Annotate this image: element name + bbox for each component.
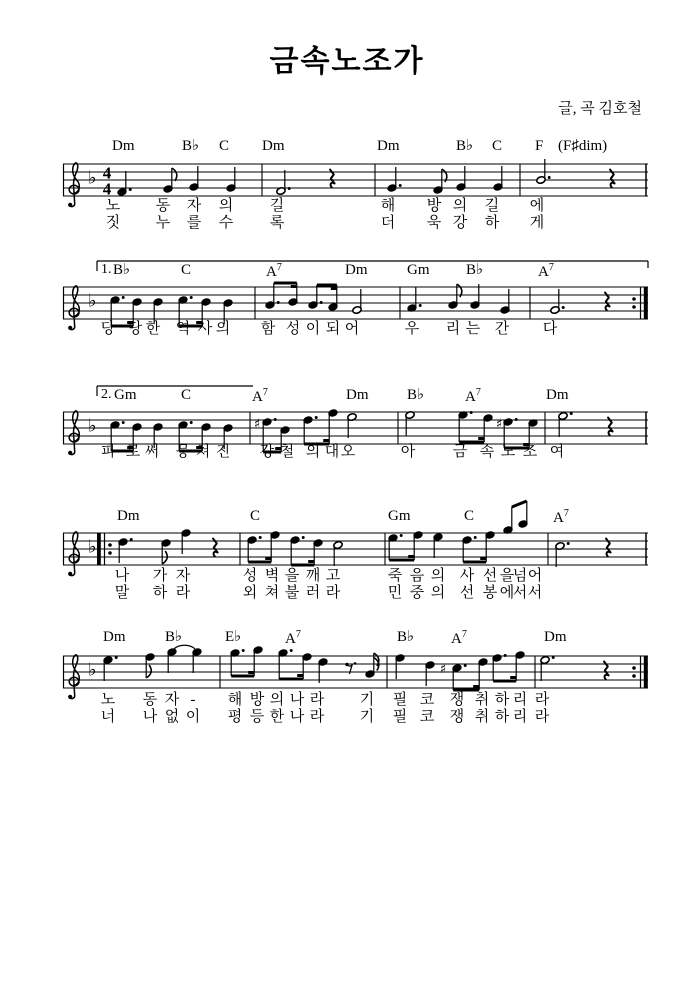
lyric-syllable: 방 <box>249 692 265 708</box>
chord-label: C <box>181 262 192 278</box>
chord-label: Dm <box>117 508 140 524</box>
chord-label: Dm <box>112 138 135 154</box>
chord-label: B♭ <box>397 629 415 645</box>
lyric-syllable: 가 <box>152 568 168 584</box>
lyric-syllable: 쳐 <box>195 444 211 460</box>
time-signature-bottom: 4 <box>102 179 112 199</box>
key-signature-flat-icon: ♭ <box>88 536 97 558</box>
lyric-syllable: 해 <box>380 198 396 214</box>
chord-label: $A^7$ <box>285 629 301 647</box>
page-title: 금속노조가 <box>269 45 425 78</box>
lyric-syllable: 코 <box>419 709 435 725</box>
chord-label: B♭ <box>113 262 131 278</box>
lyric-syllable: 평 <box>227 709 243 725</box>
lyric-syllable: 속 <box>479 444 495 460</box>
lyric-syllable: 는 <box>465 321 481 337</box>
chord-label: $A^7$ <box>465 387 481 405</box>
lyric-syllable: 의 <box>452 198 468 214</box>
lyric-syllable: 어 <box>344 321 360 337</box>
lyric-syllable: 라 <box>309 692 325 708</box>
chord-label: B♭ <box>182 138 200 154</box>
lyric-syllable: 간 <box>494 321 510 337</box>
chord-label: C <box>464 508 475 524</box>
lyric-syllable: 코 <box>419 692 435 708</box>
lyric-syllable: 성 <box>285 321 301 337</box>
lyric-syllable: 의 <box>430 585 446 601</box>
lyric-syllable: 쟁 <box>449 709 465 725</box>
lyric-syllable: 길 <box>269 198 285 214</box>
lyric-syllable: 쟁 <box>449 692 465 708</box>
lyric-syllable: 한 <box>269 709 285 725</box>
lyric-syllable: 없 <box>164 709 180 725</box>
lyric-syllable: 하 <box>494 692 510 708</box>
volta-label: 1. <box>101 262 112 277</box>
chord-label: $A^7$ <box>451 629 467 647</box>
lyric-syllable: 중 <box>409 585 425 601</box>
chord-label: Dm <box>346 387 369 403</box>
chord-label: Dm <box>377 138 400 154</box>
lyric-syllable: 강 <box>259 444 275 460</box>
lyric-syllable: 러 <box>305 585 321 601</box>
lyric-syllable: 수 <box>218 215 234 231</box>
chord-label: F <box>535 138 544 154</box>
volta-label: 2. <box>101 387 112 402</box>
lyric-syllable: 함 <box>260 321 276 337</box>
chord-label: Dm <box>345 262 368 278</box>
chord-label: (F♯dim) <box>558 138 608 154</box>
lyric-syllable: 어 <box>527 568 543 584</box>
lyric-syllable: 필 <box>392 709 408 725</box>
lyric-syllable: 고 <box>325 568 341 584</box>
lyric-syllable: 나 <box>289 692 305 708</box>
chord-label: Dm <box>544 629 567 645</box>
lyric-syllable: 동 <box>155 198 171 214</box>
time-signature-top: 4 <box>102 163 112 183</box>
lyric-syllable: 노 <box>105 198 121 214</box>
lyric-syllable: 나 <box>114 568 130 584</box>
chord-label: C <box>181 387 192 403</box>
lyric-syllable: 라 <box>325 585 341 601</box>
key-signature-flat-icon: ♭ <box>88 290 97 312</box>
lyric-syllable: 의 <box>218 198 234 214</box>
lyric-syllable: 방 <box>426 198 442 214</box>
sharp-accidental-icon: ♯ <box>439 662 447 677</box>
lyric-syllable: 오 <box>340 444 356 460</box>
chord-label: B♭ <box>466 262 484 278</box>
lyric-syllable: 선 <box>482 568 498 584</box>
lyric-syllable: 취 <box>474 692 490 708</box>
lyric-syllable: 을 <box>284 568 300 584</box>
lyric-syllable: 라 <box>534 709 550 725</box>
lyric-syllable: 하 <box>152 585 168 601</box>
lyric-syllable: 로 <box>125 444 141 460</box>
lyric-syllable: 피 <box>100 444 116 460</box>
lyric-syllable: 음 <box>409 568 425 584</box>
lyric-syllable: 누 <box>155 215 171 231</box>
chord-label: $A^7$ <box>252 387 268 405</box>
lyric-syllable: 의 <box>215 321 231 337</box>
lyric-syllable: 죽 <box>387 568 403 584</box>
lyric-syllable: 의 <box>305 444 321 460</box>
lyric-syllable: 되 <box>325 321 341 337</box>
lyric-syllable: 우 <box>404 321 420 337</box>
chord-label: $A^7$ <box>553 508 569 526</box>
lyric-syllable: 너 <box>100 709 116 725</box>
lyric-syllable: 욱 <box>426 215 442 231</box>
lyric-syllable: 에 <box>499 585 515 601</box>
lyric-syllable: 동 <box>142 692 158 708</box>
lyric-syllable: 짓 <box>105 215 121 231</box>
lyric-syllable: 리 <box>512 692 528 708</box>
lyric-syllable: 라 <box>175 585 191 601</box>
lyric-syllable: 더 <box>380 215 396 231</box>
lyric-syllable: 불 <box>284 585 300 601</box>
lyric-syllable: 깨 <box>305 568 321 584</box>
chord-label: E♭ <box>225 629 242 645</box>
lyric-syllable: 라 <box>534 692 550 708</box>
lyric-syllable: 봉 <box>482 585 498 601</box>
chord-label: B♭ <box>407 387 425 403</box>
lyric-syllable: 조 <box>522 444 538 460</box>
lyric-syllable: 해 <box>227 692 243 708</box>
lyric-syllable: 역 <box>175 321 191 337</box>
lyric-syllable: 게 <box>529 215 545 231</box>
lyric-syllable: 노 <box>100 692 116 708</box>
lyric-syllable: 노 <box>500 444 516 460</box>
lyric-syllable: 자 <box>164 692 180 708</box>
lyric-syllable: 등 <box>249 709 265 725</box>
lyric-syllable: 당 <box>127 321 143 337</box>
chord-label: Gm <box>388 508 411 524</box>
lyric-syllable: 기 <box>359 709 375 725</box>
lyric-syllable: 당 <box>100 321 116 337</box>
chord-label: B♭ <box>165 629 183 645</box>
lyric-syllable: 을 <box>499 568 515 584</box>
lyric-syllable: 써 <box>144 444 160 460</box>
lyric-syllable: 나 <box>289 709 305 725</box>
lyric-syllable: 나 <box>142 709 158 725</box>
lyric-syllable: 한 <box>145 321 161 337</box>
lyric-syllable: 금 <box>452 444 468 460</box>
lyric-syllable: 여 <box>549 444 565 460</box>
lyric-syllable: 아 <box>400 444 416 460</box>
lyric-syllable: 리 <box>512 709 528 725</box>
lyric-syllable: 서 <box>527 585 543 601</box>
lyric-syllable: 를 <box>186 215 202 231</box>
chord-label: $A^7$ <box>538 262 554 280</box>
lyric-syllable: 길 <box>484 198 500 214</box>
chord-label: Dm <box>103 629 126 645</box>
lyric-syllable: 기 <box>359 692 375 708</box>
chord-label: Dm <box>546 387 569 403</box>
composer-credit: 글, 곡 김호철 <box>558 101 642 117</box>
chord-label: C <box>492 138 503 154</box>
key-signature-flat-icon: ♭ <box>88 167 97 189</box>
chord-label: B♭ <box>456 138 474 154</box>
lyric-syllable: 하 <box>494 709 510 725</box>
chord-label: C <box>219 138 230 154</box>
chord-label: C <box>250 508 261 524</box>
lyric-syllable: 라 <box>309 709 325 725</box>
key-signature-flat-icon: ♭ <box>88 415 97 437</box>
chord-label: Dm <box>262 138 285 154</box>
lyric-syllable: 벽 <box>264 568 280 584</box>
lyric-syllable: 이 <box>305 321 321 337</box>
lyric-syllable: 이 <box>185 709 201 725</box>
chord-label: Gm <box>114 387 137 403</box>
lyric-syllable: 사 <box>459 568 475 584</box>
sharp-accidental-icon: ♯ <box>495 417 503 432</box>
lyric-syllable: 취 <box>474 709 490 725</box>
lyric-syllable: 필 <box>392 692 408 708</box>
lyric-syllable: 사 <box>197 321 213 337</box>
lyric-syllable: 의 <box>430 568 446 584</box>
chord-label: Gm <box>407 262 430 278</box>
lyric-syllable: 자 <box>175 568 191 584</box>
lyric-syllable: 다 <box>542 321 558 337</box>
chord-label: $A^7$ <box>266 262 282 280</box>
lyric-syllable: 민 <box>387 585 403 601</box>
lyric-syllable: 철 <box>279 444 295 460</box>
lyric-syllable: 쳐 <box>264 585 280 601</box>
lyric-syllable: 말 <box>114 585 130 601</box>
lyric-syllable: 넘 <box>512 568 528 584</box>
lyric-syllable: - <box>190 692 196 708</box>
lyric-syllable: 의 <box>269 692 285 708</box>
key-signature-flat-icon: ♭ <box>88 659 97 681</box>
lyric-syllable: 에 <box>529 198 545 214</box>
sharp-accidental-icon: ♯ <box>253 417 261 432</box>
lyric-syllable: 뭉 <box>175 444 191 460</box>
lyric-syllable: 외 <box>242 585 258 601</box>
lyric-syllable: 하 <box>484 215 500 231</box>
lyric-syllable: 진 <box>215 444 231 460</box>
lyric-syllable: 대 <box>324 444 340 460</box>
lyric-syllable: 선 <box>459 585 475 601</box>
lyric-syllable: 록 <box>269 215 285 231</box>
lyric-syllable: 리 <box>445 321 461 337</box>
lyric-syllable: 자 <box>186 198 202 214</box>
lyric-syllable: 성 <box>242 568 258 584</box>
lyric-syllable: 서 <box>512 585 528 601</box>
lyric-syllable: 강 <box>452 215 468 231</box>
